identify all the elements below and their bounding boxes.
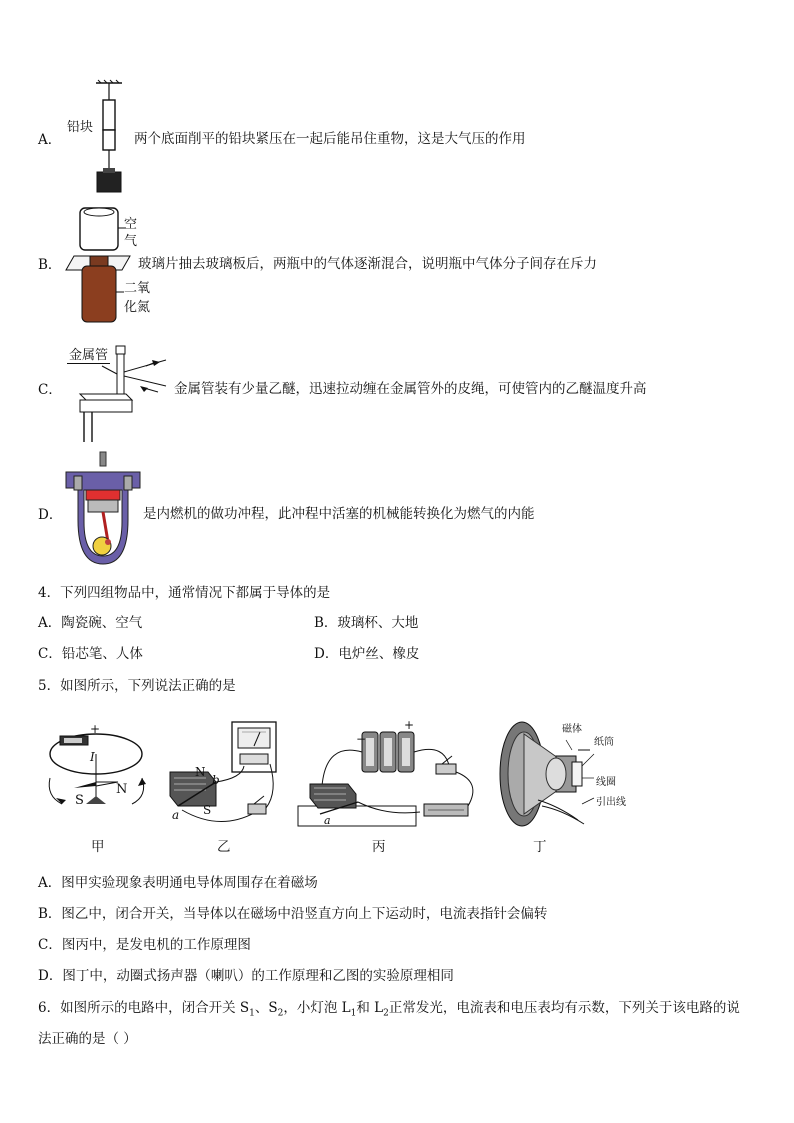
q6-s1-subscript: 1 — [249, 1008, 255, 1019]
q5-option-a: A．图甲实验现象表明通电导体周围存在着磁场 — [38, 875, 318, 891]
air-label-2: 气 — [124, 234, 138, 249]
q6-s2-subscript: 2 — [277, 1008, 284, 1019]
q6-stem-line-2: 法正确的是（ ） — [38, 1031, 137, 1047]
metal-tube-label: 金属管 — [67, 344, 110, 364]
option-c-letter: C． — [38, 382, 62, 398]
q6-stem-part: 6．如图所示的电路中，闭合开关 S — [38, 1000, 250, 1016]
jia-n-label: N — [116, 782, 128, 797]
q5-stem: 5．如图所示，下列说法正确的是 — [38, 678, 236, 694]
lead-block-label: 铅块 — [67, 120, 94, 135]
bing-a-label: a — [324, 814, 331, 827]
option-d-letter: D． — [38, 507, 63, 523]
yi-b-label: b — [212, 773, 220, 787]
fig-ding-caption: 丁 — [533, 839, 547, 855]
q6-sep: 、S — [254, 1000, 278, 1016]
option-c-text: 金属管装有少量乙醚，迅速拉动缠在金属管外的皮绳，可使管内的乙醚温度升高 — [174, 381, 647, 397]
no2-label-1: 二氧 — [124, 281, 151, 296]
air-label-1: 空 — [124, 217, 138, 232]
option-b-letter: B． — [38, 257, 62, 273]
q5-option-c: C．图丙中，是发电机的工作原理图 — [38, 937, 251, 953]
q5-option-b: B．图乙中，闭合开关，当导体以在磁场中沿竖直方向上下运动时，电流表指针会偏转 — [38, 906, 548, 922]
speaker-lead-label: 引出线 — [596, 797, 626, 808]
fig-bing-caption: 丙 — [372, 839, 386, 855]
q5-option-d: D．图丁中，动圈式扬声器（喇叭）的工作原理和乙图的实验原理相同 — [38, 968, 454, 984]
engine-stroke-figure — [62, 450, 144, 570]
q4-option-c: C．铅芯笔、人体 — [38, 646, 143, 662]
q6-mid-1: ，小灯泡 L — [283, 1000, 351, 1016]
q6-stem-line-1 — [38, 999, 740, 1023]
jia-plus-sign: + — [90, 722, 101, 736]
q6-l2-subscript: 2 — [383, 1008, 389, 1019]
lead-blocks-figure — [88, 80, 138, 195]
q4-option-d: D．电炉丝、橡皮 — [314, 646, 420, 662]
q4-option-b: B．玻璃杯、大地 — [314, 615, 419, 631]
q6-mid-2: 和 L — [356, 1000, 384, 1016]
speaker-magnet-label: 磁体 — [562, 724, 582, 735]
yi-a-label: a — [172, 808, 180, 822]
fig-yi-caption: 乙 — [217, 839, 231, 855]
jia-s-label: S — [75, 793, 84, 808]
jia-current-label: I — [90, 750, 95, 764]
option-b-text: 玻璃片抽去玻璃板后，两瓶中的气体逐渐混合，说明瓶中气体分子间存在斥力 — [138, 256, 597, 272]
option-a-text: 两个底面削平的铅块紧压在一起后能吊住重物，这是大气压的作用 — [134, 131, 526, 147]
oersted-experiment-figure — [44, 724, 154, 828]
speaker-tube-label: 纸筒 — [594, 737, 614, 748]
bing-plus-sign: + — [404, 718, 415, 732]
q6-end-1: 正常发光，电流表和电压表均有示数，下列关于该电路的说 — [388, 1000, 740, 1016]
bing-minus-sign: − — [356, 732, 367, 746]
fig-jia-caption: 甲 — [91, 839, 105, 855]
yi-n-label: N — [195, 765, 206, 779]
q4-stem: 4．下列四组物品中，通常情况下都属于导体的是 — [38, 585, 331, 601]
no2-label-2: 化氮 — [124, 300, 151, 315]
option-d-text: 是内燃机的做功冲程，此冲程中活塞的机械能转换化为燃气的内能 — [143, 506, 535, 522]
option-a-letter: A． — [38, 132, 62, 148]
q4-option-a: A．陶瓷碗、空气 — [38, 615, 143, 631]
speaker-coil-label: 线圈 — [596, 777, 616, 788]
induction-experiment-figure — [160, 720, 290, 830]
yi-s-label: S — [203, 803, 212, 817]
q6-l1-subscript: 1 — [350, 1008, 357, 1019]
